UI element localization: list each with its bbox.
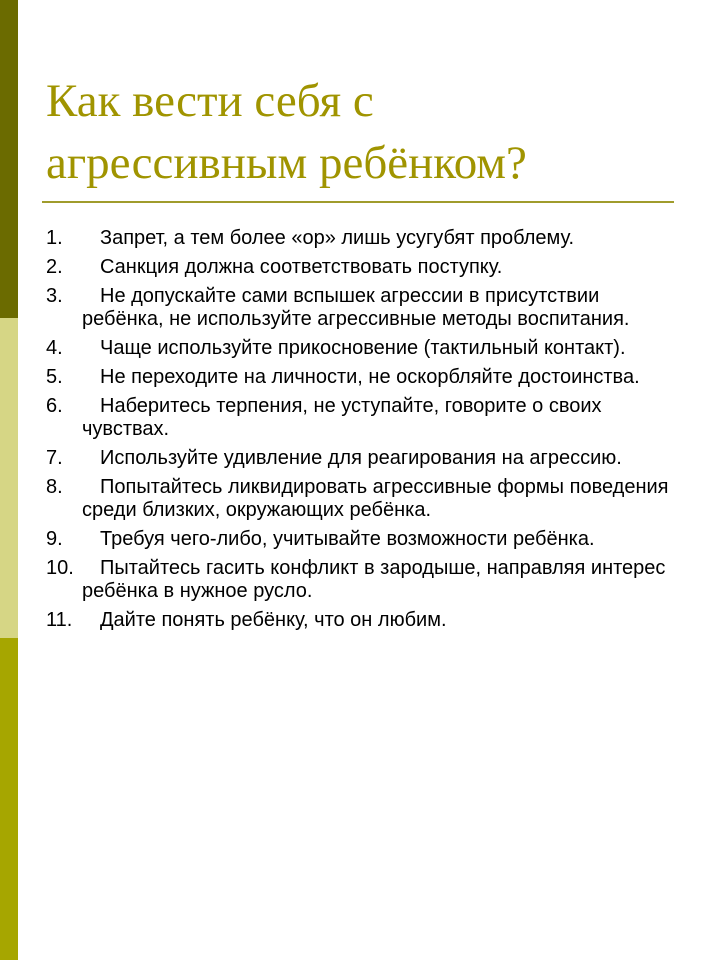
item-number: 8. (46, 476, 63, 498)
title-line-2: агрессивным ребёнком? (46, 137, 527, 189)
item-number: 3. (46, 285, 63, 307)
slide-title (46, 70, 686, 194)
list-item (46, 528, 686, 551)
item-text: Пытайтесь гасить конфликт в зародыше, направляя интерес ребёнка в нужное русло. (82, 557, 666, 602)
item-text: Санкция должна соответствовать поступку. (100, 256, 503, 278)
item-number: 11. (46, 609, 73, 631)
item-text: Не переходите на личности, не оскорбляйте достоинства. (100, 366, 640, 388)
item-text: Запрет, а тем более «ор» лишь усугубят проблему. (100, 227, 575, 249)
item-number: 6. (46, 395, 63, 417)
list-item (46, 337, 686, 360)
list-item (46, 227, 686, 250)
title-line-1: Как вести себя с (46, 75, 374, 127)
list-item (46, 609, 686, 632)
title-divider (42, 201, 674, 203)
item-number: 5. (46, 366, 63, 388)
list-item (46, 447, 686, 470)
item-number: 9. (46, 528, 63, 550)
item-text: Используйте удивление для реагирования на агрессию. (100, 447, 622, 469)
sidebar-stripe-light (0, 318, 18, 638)
item-text: Чаще используйте прикосновение (тактильный контакт). (100, 337, 626, 359)
item-number: 7. (46, 447, 63, 469)
list-item (46, 476, 686, 522)
item-number: 2. (46, 256, 63, 278)
list-item (46, 395, 686, 441)
item-number: 10. (46, 557, 74, 579)
sidebar-stripe-dark (0, 0, 18, 318)
item-text: Требуя чего-либо, учитывайте возможности ребёнка. (100, 528, 595, 550)
list-item (46, 557, 686, 603)
item-text: Дайте понять ребёнку, что он любим. (100, 609, 447, 631)
list-item (46, 256, 686, 279)
item-text: Попытайтесь ликвидировать агрессивные формы поведения среди близких, окружающих ребёнка. (82, 476, 669, 521)
item-text: Наберитесь терпения, не уступайте, говорите о своих чувствах. (82, 395, 602, 440)
item-text: Не допускайте сами вспышек агрессии в присутствии ребёнка, не используйте агрессивные методы воспитания. (82, 285, 630, 330)
advice-list (46, 227, 686, 638)
sidebar-stripe-mid (0, 638, 18, 960)
list-item (46, 285, 686, 331)
item-number: 4. (46, 337, 63, 359)
list-item (46, 366, 686, 389)
item-number: 1. (46, 227, 63, 249)
